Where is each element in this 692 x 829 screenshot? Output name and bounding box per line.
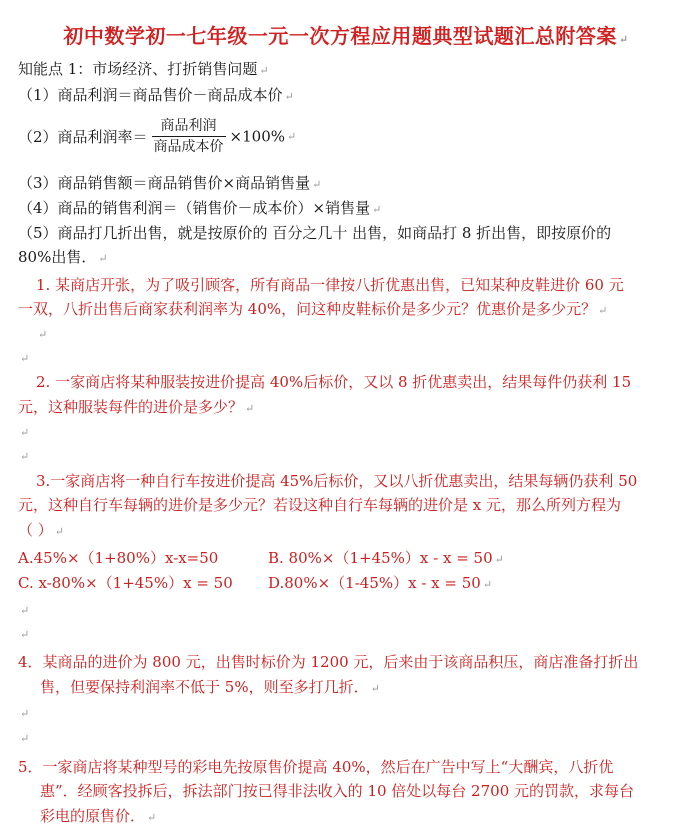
paragraph-mark-icon: ↵ [284,90,294,103]
question-4-line-2: 售，但要保持利润率不低于 5%，则至多打几折． ↵ [40,678,380,696]
paragraph-mark-icon: ↵ [147,811,157,824]
formula-sales-amount: （3）商品销售额＝商品销售价×商品销售量 ↵ [18,174,322,192]
formula-sales-profit: （4）商品的销售利润＝（销售价－成本价）×销售量 ↵ [18,199,382,217]
fraction [152,116,226,157]
question-1-line-1: 1. 某商店开张，为了吸引顾客，所有商品一律按八折优惠出售，已知某种皮鞋进价 60 元 [36,276,624,294]
empty-paragraph [18,624,29,642]
paragraph-mark-icon: ↵ [312,178,322,191]
empty-paragraph [36,324,47,342]
empty-paragraph [18,728,29,746]
question-4-line-1: 4．某商品的进价为 800 元，出售时标价为 1200 元，后来由于该商品积压，商店准备打折出 [18,653,639,671]
option-c: C. x-80%×（1+45%）x = 50 [18,574,233,592]
question-5-line-3: 彩电的原售价． ↵ [40,807,157,825]
paragraph-mark-icon: ↵ [370,682,380,695]
question-3-line-3: （ ） ↵ [18,521,64,539]
empty-paragraph [18,348,29,366]
paragraph-mark-icon: ↵ [245,402,255,415]
option-d: D.80%×（1-45%）x - x = 50 ↵ [268,574,493,592]
question-2-line-2: 元，这种服装每件的进价是多少？ ↵ [18,398,255,416]
paragraph-mark-icon: ↵ [20,450,30,463]
empty-paragraph [18,422,29,440]
question-3-line-2: 元，这种自行车每辆的进价是多少元？若设这种自行车每辆的进价是 x 元，那么所列方程为 [18,496,621,514]
paragraph-mark-icon: ↵ [287,130,297,143]
question-3-line-1: 3.一家商店将一种自行车按进价提高 45%后标价，又以八折优惠卖出，结果每辆仍获利 50 [36,472,638,490]
question-5-line-2: 惠”．经顾客投拆后，拆法部门按已得非法收入的 10 倍处以每台 2700 元的罚款，求每台 [40,782,635,800]
option-b: B. 80%×（1+45%）x - x = 50 ↵ [268,549,504,567]
paragraph-mark-icon: ↵ [20,732,30,745]
paragraph-mark-icon: ↵ [20,628,30,641]
formula-discount: （5）商品打几折出售，就是按原价的 百分之几十 出售，如商品打 8 折出售，即按原价的 [18,224,612,242]
paragraph-mark-icon: ↵ [494,553,504,566]
section-heading: 知能点 1：市场经济、打折销售问题 ↵ [18,60,269,78]
paragraph-mark-icon: ↵ [20,352,30,365]
formula-discount-cont: 80%出售． ↵ [18,248,108,266]
paragraph-mark-icon: ↵ [20,604,30,617]
paragraph-mark-icon: ↵ [20,707,30,720]
title-text: 初中数学初一七年级一元一次方程应用题典型试题汇总附答案 [63,24,617,48]
paragraph-mark-icon: ↵ [618,33,629,46]
formula-profit-rate: （2）商品利润率＝ $\frac{\text{商品利润}}{\text{商品成本价}}$ ×100% ↵ [18,118,297,155]
empty-paragraph [18,446,29,464]
paragraph-mark-icon: ↵ [372,203,382,216]
paragraph-mark-icon: ↵ [98,252,108,265]
paragraph-mark-icon: ↵ [54,525,64,538]
paragraph-mark-icon: ↵ [482,578,493,591]
fraction-numerator: 商品利润 [152,116,226,137]
document-title [0,20,692,49]
fraction-denominator: 商品成本价 [153,139,224,155]
paragraph-mark-icon: ↵ [20,426,30,439]
empty-paragraph [18,600,29,618]
option-a: A.45%×（1+80%）x-x=50 [18,549,219,567]
formula-profit: （1）商品利润＝商品售价－商品成本价 ↵ [18,86,294,104]
question-5-line-1: 5．一家商店将某种型号的彩电先按原售价提高 40%，然后在广告中写上“大酬宾，八折优 [18,758,614,776]
paragraph-mark-icon: ↵ [38,328,48,341]
question-1-line-2: 一双，八折出售后商家获利润率为 40%，问这种皮鞋标价是多少元？优惠价是多少元？ ↵ [18,300,608,318]
empty-paragraph [18,703,29,721]
question-2-line-1: 2. 一家商店将某种服装按进价提高 40%后标价，又以 8 折优惠卖出，结果每件仍获利 15 [36,373,632,391]
paragraph-mark-icon: ↵ [598,304,608,317]
paragraph-mark-icon: ↵ [259,64,269,77]
